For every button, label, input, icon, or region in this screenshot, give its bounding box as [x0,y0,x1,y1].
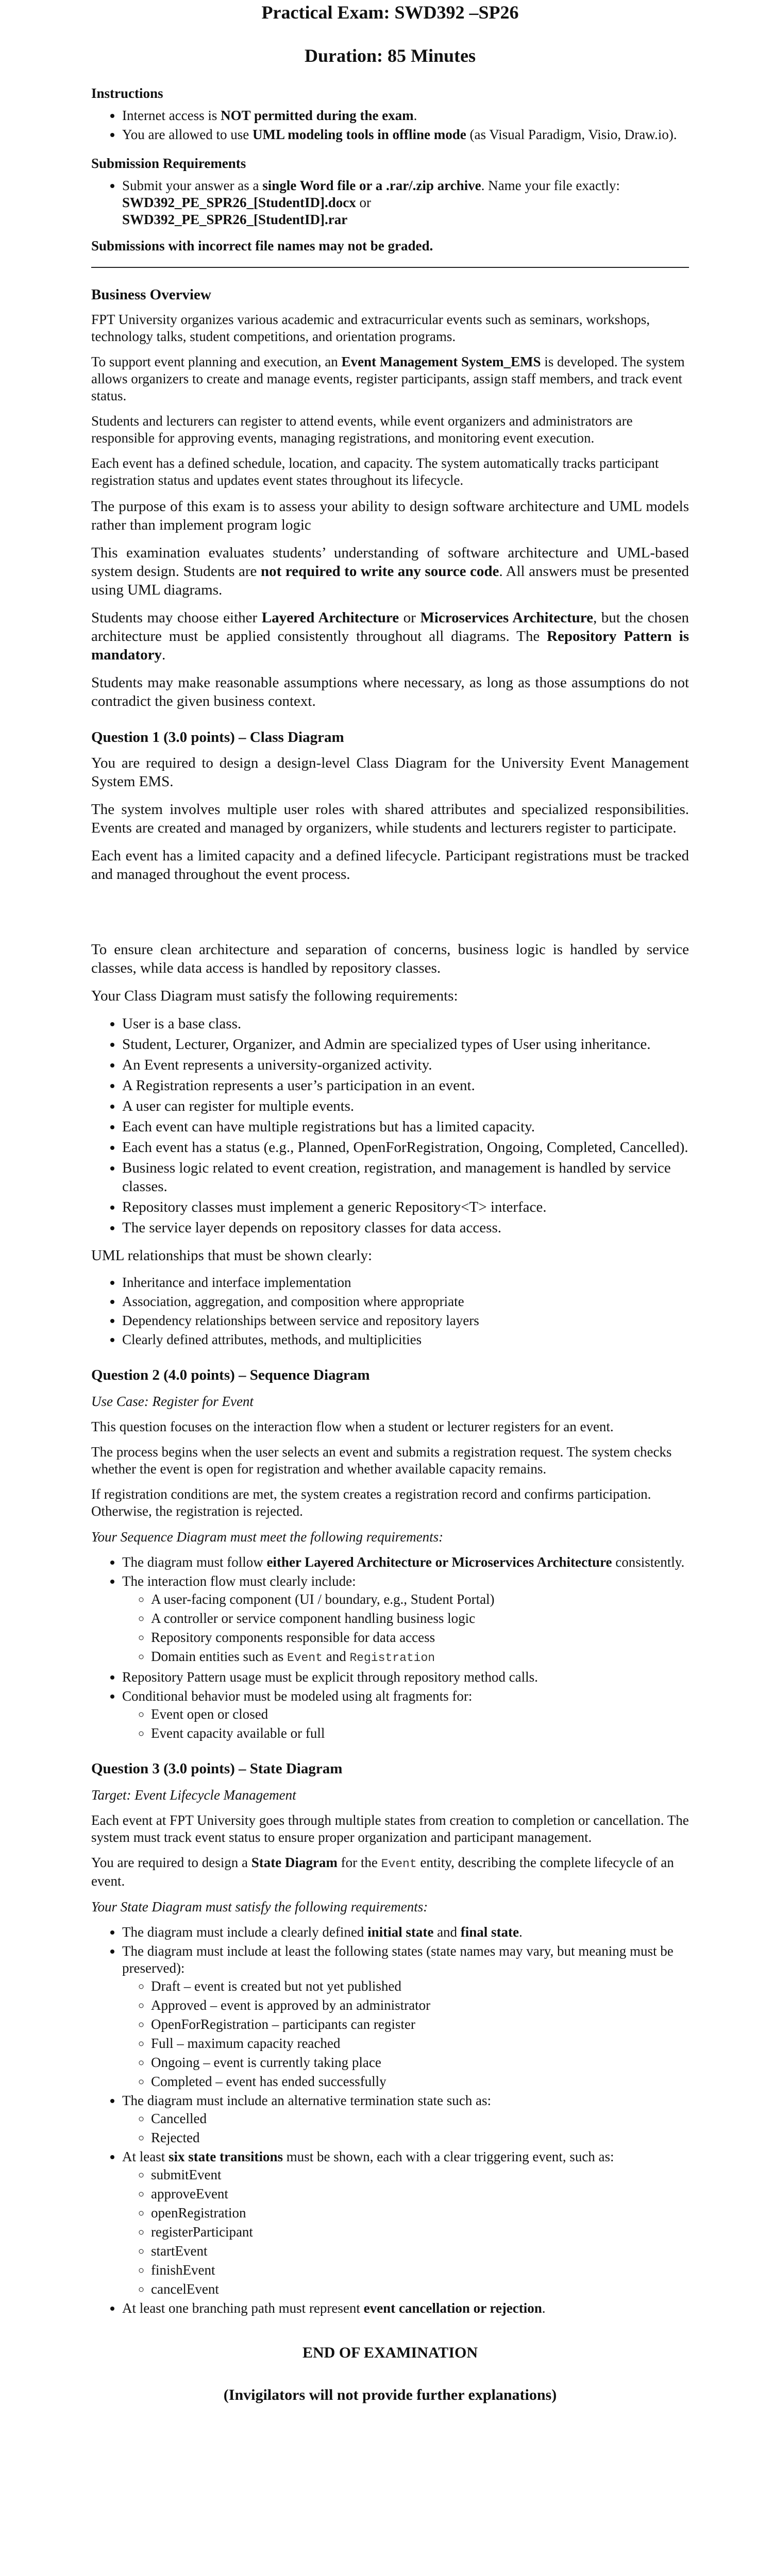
overview-paragraph: The purpose of this exam is to assess your ability to design software architecture and UML models rather than implement program logic [91,498,689,533]
sub-list-item: ◦ Approved – event is approved by an administrator [151,1997,689,2014]
q1-requirements-list [91,1014,689,1237]
sub-list [122,1978,689,2090]
sub-list-item: ◦ Completed – event has ended successfully [151,2073,689,2090]
invigilator-note: (Invigilators will not provide further explanations) [223,2386,557,2403]
submission-list [91,177,689,228]
q3-requirements-list [91,1924,689,2317]
sub-list-item: ◦ Ongoing – event is currently taking place [151,2054,689,2071]
sub-list-item: ◦ cancelEvent [151,2281,689,2298]
q2-paragraph: If registration conditions are met, the system creates a registration record and confirms participation. Otherwise, the registration is rejected. [91,1486,651,1519]
section-divider [91,267,689,268]
instructions-list [91,107,689,143]
list-item: • Clearly defined attributes, methods, and multiplicities [122,1331,689,1348]
q3-requirements-intro: Your State Diagram must satisfy the following requirements: [91,1899,428,1914]
sub-list-item: ◦ A user-facing component (UI / boundary, e.g., Student Portal) [151,1591,689,1608]
sub-list-item: ◦ Repository components responsible for data access [151,1629,689,1646]
q1-paragraph: You are required to design a design-level Class Diagram for the University Event Management System EMS. [91,755,689,790]
sub-list-item: ◦ Cancelled [151,2110,689,2127]
q2-requirements-intro: Your Sequence Diagram must meet the following requirements: [91,1529,444,1545]
overview-paragraph: Students may choose either Layered Architecture or Microservices Architecture, but the chosen architecture must be applied consistently throughout all diagrams. The Repository Pattern is mandatory. [91,609,690,663]
q2-use-case: Use Case: Register for Event [91,1394,254,1409]
sub-list-item: ◦ finishEvent [151,2262,689,2279]
q3-paragraph: You are required to design a State Diagram for the Event entity, describing the complete lifecycle of an event. [91,1855,674,1889]
sub-list-item: ◦ registerParticipant [151,2224,689,2241]
sub-list-item: ◦ Rejected [151,2129,689,2146]
overview-paragraph: Students may make reasonable assumptions where necessary, as long as those assumptions do not contradict the given business context. [91,674,689,709]
q1-heading: Question 1 (3.0 points) – Class Diagram [91,729,344,745]
list-item: • At least one branching path must represent event cancellation or rejection. [122,2300,689,2317]
submission-warning: Submissions with incorrect file names may not be graded. [91,238,433,253]
sub-list-item: ◦ Domain entities such as Event and Registration [151,1648,689,1667]
list-item: • Repository Pattern usage must be explicit through repository method calls. [122,1669,689,1686]
end-of-exam: END OF EXAMINATION [302,2344,478,2361]
sub-list-item: ◦ Event capacity available or full [151,1725,689,1742]
list-item: • Inheritance and interface implementation [122,1274,689,1291]
sub-list-item: ◦ submitEvent [151,2166,689,2183]
sub-list-item: ◦ openRegistration [151,2205,689,2222]
q1-paragraph: Your Class Diagram must satisfy the following requirements: [91,988,458,1004]
instructions-heading: Instructions [91,86,163,101]
list-item: • Repository classes must implement a generic Repository<T> interface. [122,1198,689,1216]
list-item: • Business logic related to event creation, registration, and management is handled by service classes. [122,1159,689,1196]
list-item: • Student, Lecturer, Organizer, and Admin are specialized types of User using inheritance. [122,1035,689,1054]
sub-list-item: ◦ approveEvent [151,2185,689,2202]
overview-paragraph: To support event planning and execution, an Event Management System_EMS is developed. The system allows organizers to create and manage events, register participants, assign staff members, and track event status. [91,354,685,403]
sub-list-item: ◦ startEvent [151,2243,689,2260]
q3-paragraph: Each event at FPT University goes through multiple states from creation to completion or cancellation. The system must track event status to ensure proper organization and participant management. [91,1812,689,1845]
exam-title: Practical Exam: SWD392 –SP26 [261,2,519,23]
filename-docx: SWD392_PE_SPR26_[StudentID].docx [122,195,356,210]
sub-list-item: ◦ OpenForRegistration – participants can register [151,2016,689,2033]
overview-paragraph: Each event has a defined schedule, location, and capacity. The system automatically tracks participant registration status and updates event states throughout its lifecycle. [91,455,659,488]
q2-paragraph: The process begins when the user selects an event and submits a registration request. The system checks whether the event is open for registration and whether available capacity remains. [91,1444,672,1477]
list-item: • The diagram must include at least the following states (state names may vary, but meaning must be preserved): ◦ Draft – event is created but not yet published ◦ Approved – event is approved by an administrator ◦ OpenForRegistration – participants can register ◦ Full – maximum capacity reached ◦ Ongoing – event is currently taking place ◦ Completed – event has ended successfully [122,1943,689,2090]
q3-target: Target: Event Lifecycle Management [91,1787,296,1803]
list-item: • Each event can have multiple registrations but has a limited capacity. [122,1117,689,1136]
overview-paragraph: Students and lecturers can register to attend events, while event organizers and administrators are responsible for approving events, managing registrations, and monitoring event execution. [91,413,633,446]
sub-list-item: ◦ A controller or service component handling business logic [151,1610,689,1627]
list-item: • An Event represents a university-organized activity. [122,1056,689,1074]
list-item: • Conditional behavior must be modeled using alt fragments for: ◦ Event open or closed ◦ Event capacity available or full [122,1688,689,1742]
q2-heading: Question 2 (4.0 points) – Sequence Diagram [91,1367,370,1383]
list-item: • You are allowed to use UML modeling tools in offline mode (as Visual Paradigm, Visio, Draw.io). [122,126,689,143]
list-item: • The diagram must include a clearly defined initial state and final state. [122,1924,689,1941]
submission-heading: Submission Requirements [91,156,246,171]
list-item: • User is a base class. [122,1014,689,1033]
list-item: • Association, aggregation, and composition where appropriate [122,1293,689,1310]
exam-content [91,0,689,2404]
sub-list-item: ◦ Full – maximum capacity reached [151,2035,689,2052]
list-item: • A user can register for multiple events. [122,1097,689,1115]
list-item: • Submit your answer as a single Word file or a .rar/.zip archive. Name your file exactly: SWD392_PE_SPR26_[StudentID].docx or SWD392_PE_SPR26_[StudentID].rar [122,177,689,228]
list-item: • Each event has a status (e.g., Planned, OpenForRegistration, Ongoing, Completed, Cancelled). [122,1138,689,1157]
exam-duration: Duration: 85 Minutes [305,45,476,66]
q2-paragraph: This question focuses on the interaction flow when a student or lecturer registers for an event. [91,1419,614,1434]
sub-list-item: ◦ Event open or closed [151,1706,689,1723]
sub-list [122,1706,689,1742]
list-item: • The service layer depends on repository classes for data access. [122,1218,689,1237]
sub-list [122,2166,689,2298]
list-item: • The interaction flow must clearly include: ◦ A user-facing component (UI / boundary, e.g., Student Portal) ◦ A controller or service component handling business logic ◦ Repository components responsible for data access ◦ Domain entities such as Event and Registration [122,1573,689,1667]
q1-paragraph: Each event has a limited capacity and a defined lifecycle. Participant registrations must be tracked and managed throughout the event process. [91,848,689,883]
overview-paragraph: FPT University organizes various academic and extracurricular events such as seminars, workshops, technology talks, student competitions, and orientation programs. [91,312,650,344]
list-item: • Internet access is NOT permitted during the exam. [122,107,689,124]
overview-paragraph: This examination evaluates students’ understanding of software architecture and UML-based system design. Students are not required to write any source code. All answers must be presented using UML diagrams. [91,545,689,598]
q1-relationships-list [91,1274,689,1348]
list-item: • At least six state transitions must be shown, each with a clear triggering event, such as: ◦ submitEvent ◦ approveEvent ◦ openRegistration ◦ registerParticipant ◦ startEvent ◦ finishEvent ◦ cancelEvent [122,2148,689,2298]
overview-heading: Business Overview [91,286,211,303]
filename-rar: SWD392_PE_SPR26_[StudentID].rar [122,212,348,227]
list-item: • Dependency relationships between service and repository layers [122,1312,689,1329]
q2-requirements-list [91,1554,689,1742]
q1-paragraph: To ensure clean architecture and separation of concerns, business logic is handled by service classes, while data access is handled by repository classes. [91,941,689,976]
q3-heading: Question 3 (3.0 points) – State Diagram [91,1760,343,1777]
q1-paragraph: The system involves multiple user roles with shared attributes and specialized responsibilities. Events are created and managed by organizers, while students and lecturers register to participate. [91,801,689,836]
sub-list-item: ◦ Draft – event is created but not yet published [151,1978,689,1995]
sub-list [122,1591,689,1667]
q1-paragraph: UML relationships that must be shown clearly: [91,1247,372,1264]
list-item: • The diagram must include an alternative termination state such as: ◦ Cancelled ◦ Rejected [122,2092,689,2146]
spacer [91,893,689,940]
list-item: • The diagram must follow either Layered Architecture or Microservices Architecture consistently. [122,1554,689,1571]
sub-list [122,2110,689,2146]
list-item: • A Registration represents a user’s participation in an event. [122,1076,689,1095]
